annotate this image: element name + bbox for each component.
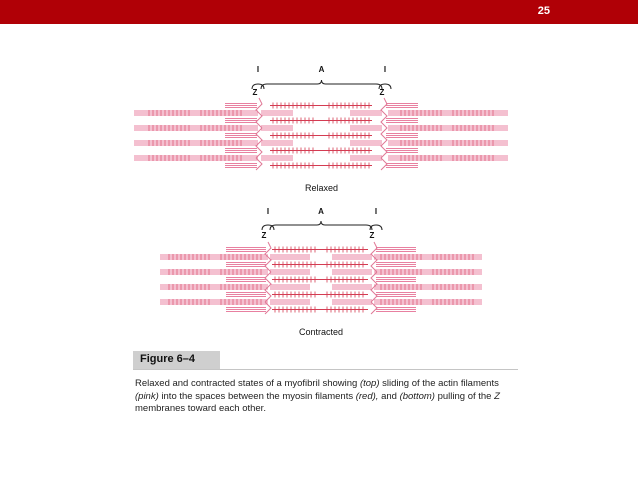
- contracted-sarcomere-diagram: [160, 207, 482, 337]
- i-band-letter: I: [383, 65, 387, 74]
- caption-run: membranes toward each other.: [135, 403, 266, 414]
- a-band-letter: A: [318, 207, 324, 216]
- z-band-letter: Z: [252, 88, 258, 97]
- z-band-letter: Z: [379, 88, 385, 97]
- caption-run: into the spaces between the myosin filaments: [158, 390, 356, 402]
- caption-run: Relaxed and contracted states of a myofibril showing: [135, 378, 360, 389]
- i-band-brace: [262, 225, 274, 230]
- page-number: 25: [537, 5, 550, 17]
- z-line: [256, 98, 262, 170]
- relaxed-sarcomere-diagram: [134, 65, 508, 193]
- z-band-letter: Z: [369, 231, 375, 240]
- caption-run: (red),: [355, 390, 379, 402]
- caption-run: and: [378, 390, 400, 402]
- z-line: [265, 242, 271, 314]
- caption-run: (top): [359, 378, 380, 389]
- caption-run: pulling of the: [434, 390, 495, 402]
- a-band-letter: A: [318, 65, 325, 74]
- caption-divider: [133, 369, 518, 370]
- figure-label: Figure 6–4: [140, 353, 196, 365]
- panel-label: Relaxed: [304, 183, 339, 193]
- z-line: [371, 242, 377, 314]
- i-band-letter: I: [256, 65, 260, 74]
- i-band-letter: I: [374, 207, 378, 216]
- z-band-letter: Z: [261, 231, 267, 240]
- z-line: [381, 98, 387, 170]
- a-band-brace: [270, 221, 372, 230]
- caption-run: (bottom): [399, 390, 435, 402]
- caption-run: sliding of the actin filaments: [379, 378, 499, 389]
- panel-label: Contracted: [298, 327, 344, 337]
- i-band-letter: I: [266, 207, 270, 216]
- caption-run: Z: [494, 390, 500, 402]
- a-band-brace: [261, 80, 382, 89]
- figure-caption: [135, 378, 515, 416]
- caption-run: (pink): [135, 390, 159, 402]
